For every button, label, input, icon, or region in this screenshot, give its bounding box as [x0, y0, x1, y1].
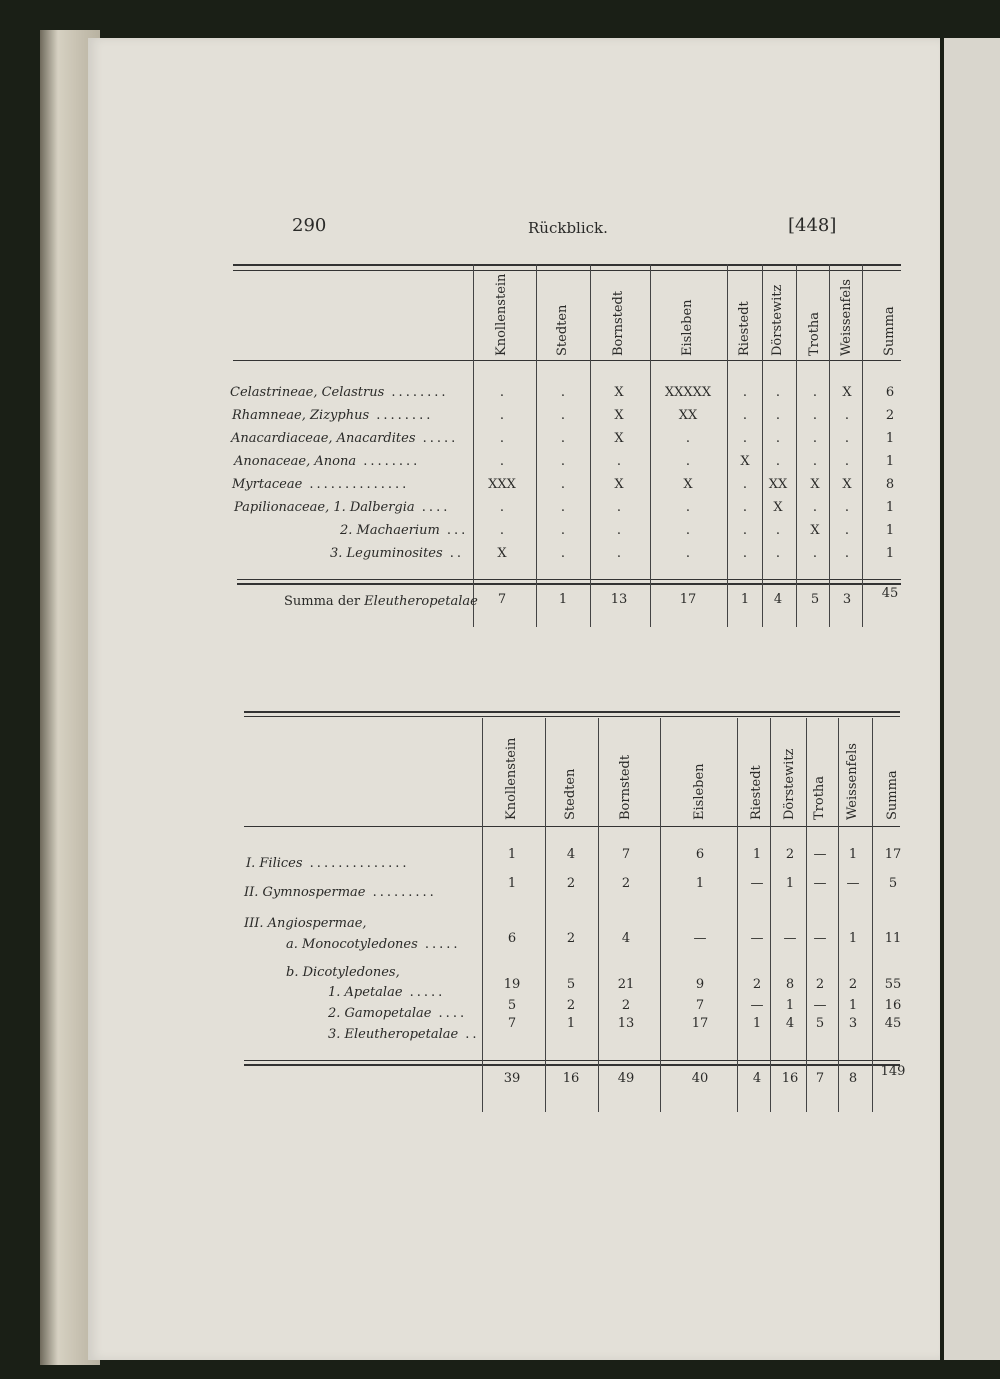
table-cell: .: [560, 477, 566, 492]
total-cell: 8: [848, 1071, 858, 1086]
summa-cell: 3: [842, 592, 852, 607]
column-header: Summa: [885, 770, 900, 820]
column-header: Stedten: [555, 304, 570, 356]
table-cell: 2: [566, 998, 576, 1013]
table-cell: 45: [884, 1016, 902, 1031]
column-divider: [872, 718, 873, 1112]
table-cell: 5: [815, 1016, 825, 1031]
leader-dots: .....: [415, 431, 459, 446]
next-page-edge: [944, 38, 1000, 1360]
table-cell: 1: [885, 431, 895, 446]
table-cell: 9: [695, 977, 705, 992]
table-cell: 1: [785, 998, 795, 1013]
table-cell: .: [742, 477, 748, 492]
leader-dots: ....: [431, 1006, 468, 1021]
table-cell: 2: [566, 876, 576, 891]
table-cell: 1: [848, 847, 858, 862]
table-cell: .: [616, 454, 622, 469]
table-cell: .: [560, 408, 566, 423]
row-label: Rhamneae, Zizyphus ........: [232, 408, 434, 423]
table-cell: .: [775, 546, 781, 561]
rule: [244, 1064, 900, 1066]
table-cell: 7: [695, 998, 705, 1013]
table-cell: .: [812, 408, 818, 423]
leader-dots: ...: [439, 523, 469, 538]
book-page: [88, 38, 940, 1360]
column-header: Weissenfels: [845, 743, 860, 820]
table-cell: 2: [848, 977, 858, 992]
row-label: 2. Machaerium ...: [340, 523, 469, 538]
row-label: b. Dicotyledones,: [286, 965, 400, 980]
column-header: Stedten: [563, 768, 578, 820]
table-cell: .: [560, 431, 566, 446]
table-cell: .: [499, 385, 505, 400]
column-header: Dörstewitz: [770, 284, 785, 356]
table-cell: 2: [785, 847, 795, 862]
table-cell: .: [844, 454, 850, 469]
table-cell: X: [614, 477, 624, 492]
summa-cell: 4: [773, 592, 783, 607]
table-cell: 7: [507, 1016, 517, 1031]
table-cell: 2: [815, 977, 825, 992]
table-cell: X: [614, 431, 624, 446]
table-cell: .: [560, 385, 566, 400]
summa-cell: 13: [610, 592, 628, 607]
table-cell: 4: [621, 931, 631, 946]
row-label: Celastrineae, Celastrus ........: [230, 385, 449, 400]
table-cell: .: [685, 500, 691, 515]
table-cell: .: [742, 546, 748, 561]
summa-cell: 1: [740, 592, 750, 607]
rule: [233, 360, 901, 361]
table-cell: 8: [785, 977, 795, 992]
table-cell: 55: [884, 977, 902, 992]
table-cell: .: [742, 523, 748, 538]
table-cell: 5: [507, 998, 517, 1013]
rule: [244, 1060, 900, 1061]
column-header: Trotha: [807, 311, 822, 356]
table-cell: .: [499, 500, 505, 515]
column-divider: [660, 718, 661, 1112]
table-cell: —: [750, 998, 764, 1013]
column-divider: [737, 718, 738, 1112]
table-cell: XX: [768, 477, 788, 492]
table-cell: .: [560, 454, 566, 469]
table-cell: .: [775, 408, 781, 423]
table-cell: X: [842, 385, 852, 400]
table-cell: 5: [888, 876, 898, 891]
table-cell: 19: [503, 977, 521, 992]
row-label: Anonaceae, Anona ........: [234, 454, 421, 469]
table-cell: 1: [885, 500, 895, 515]
rule: [244, 826, 900, 827]
table-cell: 1: [507, 847, 517, 862]
row-label: Papilionaceae, 1. Dalbergia ....: [234, 500, 451, 515]
total-cell: 16: [781, 1071, 799, 1086]
column-header: Bornstedt: [618, 754, 633, 820]
rule: [244, 711, 900, 713]
table-cell: .: [560, 546, 566, 561]
column-divider: [770, 718, 771, 1112]
table-cell: XXXXX: [664, 385, 712, 400]
row-label: 2. Gamopetalae ....: [328, 1006, 468, 1021]
column-header: Eisleben: [680, 299, 695, 356]
column-divider: [545, 718, 546, 1112]
row-label: I. Filices ..............: [246, 856, 410, 871]
column-divider: [598, 718, 599, 1112]
row-label: Myrtaceae ..............: [232, 477, 410, 492]
table-cell: —: [813, 847, 827, 862]
table-cell: .: [560, 500, 566, 515]
summa-cell: 1: [558, 592, 568, 607]
table-cell: 1: [752, 1016, 762, 1031]
page-number: 290: [292, 215, 327, 236]
table-cell: 11: [884, 931, 902, 946]
rule: [237, 579, 901, 580]
table-cell: 4: [785, 1016, 795, 1031]
table-cell: .: [844, 523, 850, 538]
table-cell: —: [783, 931, 797, 946]
rule: [244, 716, 900, 717]
summa-cell: 17: [679, 592, 697, 607]
column-header: Weissenfels: [839, 279, 854, 356]
column-divider: [482, 718, 483, 1112]
summa-cell: 5: [810, 592, 820, 607]
table-cell: X: [810, 523, 820, 538]
column-header: Riestedt: [737, 301, 752, 356]
table-cell: —: [813, 998, 827, 1013]
table-cell: X: [773, 500, 783, 515]
table-cell: 2: [752, 977, 762, 992]
table-cell: —: [693, 931, 707, 946]
table-cell: 6: [507, 931, 517, 946]
table-cell: .: [685, 523, 691, 538]
table-cell: —: [750, 931, 764, 946]
table-cell: 1: [566, 1016, 576, 1031]
table-cell: .: [812, 500, 818, 515]
table-cell: X: [740, 454, 750, 469]
table-cell: 1: [885, 454, 895, 469]
leader-dots: ..: [458, 1027, 480, 1042]
table-cell: .: [616, 523, 622, 538]
rule: [233, 264, 901, 266]
table-cell: X: [614, 408, 624, 423]
table-cell: .: [560, 523, 566, 538]
row-label: II. Gymnospermae .........: [244, 885, 437, 900]
table-cell: X: [810, 477, 820, 492]
table-cell: .: [812, 431, 818, 446]
total-cell: 4: [752, 1071, 762, 1086]
table-cell: 2: [621, 998, 631, 1013]
table-cell: XX: [678, 408, 698, 423]
table-cell: 1: [507, 876, 517, 891]
table-cell: 2: [566, 931, 576, 946]
table-cell: 1: [785, 876, 795, 891]
column-header: Knollenstein: [504, 737, 519, 820]
total-cell: 16: [562, 1071, 580, 1086]
table-cell: .: [685, 454, 691, 469]
table-cell: .: [499, 408, 505, 423]
table-cell: 2: [621, 876, 631, 891]
column-header: Riestedt: [749, 765, 764, 820]
table-cell: X: [683, 477, 693, 492]
table-cell: 2: [885, 408, 895, 423]
table-cell: .: [685, 546, 691, 561]
total-cell: 40: [691, 1071, 709, 1086]
table-cell: 6: [885, 385, 895, 400]
table-cell: .: [685, 431, 691, 446]
row-label: Anacardiaceae, Anacardites .....: [231, 431, 459, 446]
table-cell: 6: [695, 847, 705, 862]
table-cell: 21: [617, 977, 635, 992]
column-header: Trotha: [812, 775, 827, 820]
table-cell: .: [499, 454, 505, 469]
table-cell: .: [742, 385, 748, 400]
table-cell: .: [499, 431, 505, 446]
table-cell: X: [614, 385, 624, 400]
table-cell: .: [775, 431, 781, 446]
column-divider: [650, 264, 651, 627]
bracket-number: [448]: [788, 215, 837, 236]
table-cell: .: [775, 523, 781, 538]
leader-dots: ........: [356, 454, 421, 469]
table-cell: .: [742, 431, 748, 446]
table-cell: —: [846, 876, 860, 891]
table-cell: 1: [695, 876, 705, 891]
column-divider: [838, 718, 839, 1112]
table-cell: X: [842, 477, 852, 492]
column-header: Dörstewitz: [782, 748, 797, 820]
table-cell: X: [497, 546, 507, 561]
table-cell: .: [844, 546, 850, 561]
table-cell: 16: [884, 998, 902, 1013]
table-cell: .: [499, 523, 505, 538]
summa-cell: 7: [497, 592, 507, 607]
leader-dots: .........: [365, 885, 437, 900]
summa-label-italic: Eleutheropetalae: [360, 594, 478, 609]
table-cell: .: [812, 385, 818, 400]
summa-cell: 45: [881, 586, 899, 601]
table-cell: 1: [885, 523, 895, 538]
table-cell: .: [775, 385, 781, 400]
table-cell: .: [616, 500, 622, 515]
total-cell: 49: [617, 1071, 635, 1086]
table-cell: XXX: [488, 477, 516, 492]
table-cell: 7: [621, 847, 631, 862]
table-cell: —: [750, 876, 764, 891]
column-divider: [806, 718, 807, 1112]
row-label: 3. Eleutheropetalae ..: [328, 1027, 480, 1042]
table-cell: 5: [566, 977, 576, 992]
leader-dots: ..............: [302, 477, 410, 492]
table-cell: 1: [885, 546, 895, 561]
running-title: Rückblick.: [528, 219, 608, 237]
column-header: Eisleben: [692, 763, 707, 820]
table-cell: .: [844, 431, 850, 446]
leader-dots: ....: [414, 500, 451, 515]
table-cell: .: [742, 408, 748, 423]
column-header: Summa: [882, 306, 897, 356]
rule: [233, 270, 901, 271]
leader-dots: ..............: [302, 856, 410, 871]
summa-label: Summa der Eleutheropetalae: [284, 594, 478, 609]
leader-dots: .....: [402, 985, 446, 1000]
leader-dots: ........: [369, 408, 434, 423]
table-cell: .: [742, 500, 748, 515]
table-cell: —: [813, 931, 827, 946]
table-cell: .: [616, 546, 622, 561]
table-cell: .: [844, 408, 850, 423]
table-cell: 3: [848, 1016, 858, 1031]
table-cell: .: [844, 500, 850, 515]
leader-dots: .....: [417, 937, 461, 952]
rule: [237, 583, 901, 585]
table-cell: .: [775, 454, 781, 469]
leader-dots: ........: [384, 385, 449, 400]
table-cell: 1: [848, 998, 858, 1013]
row-label: 3. Leguminosites ..: [330, 546, 465, 561]
table-cell: 4: [566, 847, 576, 862]
total-cell: 39: [503, 1071, 521, 1086]
column-header: Knollenstein: [494, 273, 509, 356]
table-cell: .: [812, 546, 818, 561]
table-cell: —: [813, 876, 827, 891]
column-header: Bornstedt: [611, 290, 626, 356]
table-cell: 1: [752, 847, 762, 862]
table-cell: .: [812, 454, 818, 469]
total-cell: 149: [880, 1064, 906, 1079]
table-cell: 17: [691, 1016, 709, 1031]
table-cell: 8: [885, 477, 895, 492]
row-label: III. Angiospermae,: [244, 916, 367, 931]
table-cell: 17: [884, 847, 902, 862]
table-cell: 1: [848, 931, 858, 946]
row-label: 1. Apetalae .....: [328, 985, 446, 1000]
total-cell: 7: [815, 1071, 825, 1086]
leader-dots: ..: [442, 546, 465, 561]
row-label: a. Monocotyledones .....: [286, 937, 461, 952]
table-cell: 13: [617, 1016, 635, 1031]
